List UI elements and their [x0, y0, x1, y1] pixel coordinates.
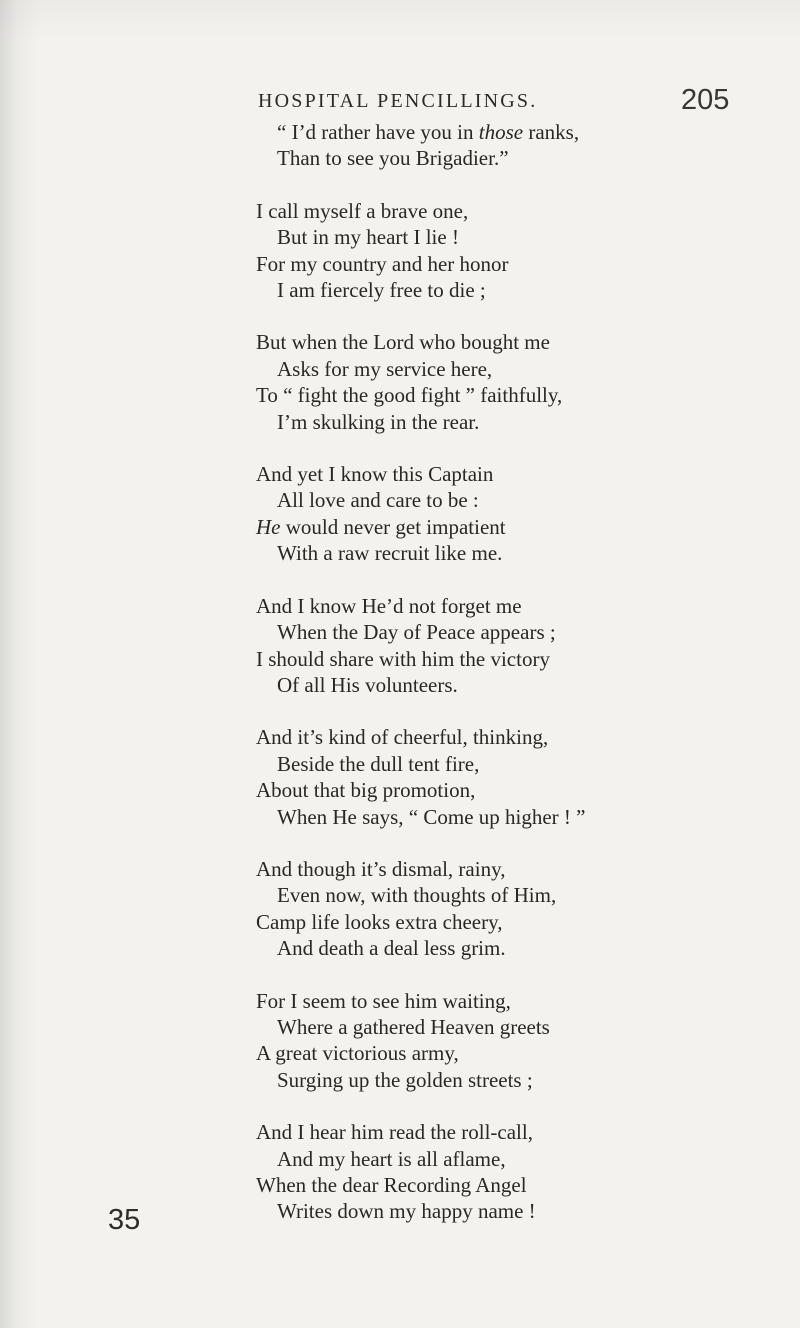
stanza	[256, 593, 776, 699]
poem-line: Beside the dull tent fire,	[277, 751, 480, 776]
poem-line: And I hear him read the roll-call,	[256, 1120, 533, 1145]
poem-line: About that big promotion,	[256, 778, 476, 803]
poem-line: Camp life looks extra cheery,	[256, 909, 503, 934]
poem-line: Of all His volunteers.	[277, 672, 458, 697]
poem-line: When the dear Recording Angel	[256, 1173, 527, 1197]
poem-line: I call myself a brave one,	[256, 198, 469, 223]
poem-line: When He says, “ Come up higher ! ”	[277, 804, 586, 829]
poem-line: Surging up the golden streets ;	[277, 1067, 533, 1092]
poem-line: For I seem to see him waiting,	[256, 988, 511, 1013]
line-text: would never get impatient	[280, 514, 506, 539]
stanza-break	[256, 567, 776, 593]
poem-line: And my heart is all aflame,	[277, 1146, 506, 1171]
poem-line: Than to see you Brigadier.”	[277, 146, 509, 171]
poem-line: I should share with him the victory	[256, 646, 550, 671]
poem-line: Where a gathered Heaven greets	[277, 1014, 550, 1039]
poem-line	[256, 119, 776, 145]
stanza	[256, 461, 776, 567]
stanza-break	[256, 698, 776, 724]
line-emphasis: those	[478, 120, 524, 144]
poem-line: A great victorious army,	[256, 1041, 459, 1066]
running-title: HOSPITAL PENCILLINGS.	[258, 90, 538, 112]
poem-line: But when the Lord who bought me	[256, 330, 550, 355]
poem-line: To “ fight the good fight ” faithfully,	[256, 383, 563, 408]
stanza-break	[256, 1093, 776, 1119]
line-emphasis: He	[256, 514, 281, 539]
stanza-break	[256, 303, 776, 329]
poem-line: But in my heart I lie !	[277, 225, 459, 250]
stanza	[256, 988, 776, 1094]
stanza-break	[256, 830, 776, 856]
poem-line: And death a deal less grim.	[277, 936, 506, 961]
stanza	[256, 198, 776, 304]
poem-line: I’m skulking in the rear.	[277, 409, 480, 434]
stanza	[256, 724, 776, 830]
poem-line: When the Day of Peace appears ;	[277, 620, 556, 645]
signature-mark: 35	[108, 1204, 141, 1236]
poem-line: And I know He’d not forget me	[256, 593, 522, 618]
stanza-break	[256, 435, 776, 461]
stanza-break	[256, 172, 776, 198]
poem-line: With a raw recruit like me.	[277, 541, 503, 566]
line-text: ranks,	[523, 120, 580, 144]
poem-line: And though it’s dismal, rainy,	[256, 856, 506, 881]
page-number: 205	[681, 84, 730, 116]
poem-line: And yet I know this Captain	[256, 462, 494, 487]
stanza	[256, 119, 776, 172]
stanza	[256, 1119, 776, 1225]
poem-line: Writes down my happy name !	[277, 1199, 536, 1224]
poem-line: All love and care to be :	[277, 488, 479, 513]
poem-line: And it’s kind of cheerful, thinking,	[256, 725, 549, 750]
line-text: “ I’d rather have you in	[277, 120, 479, 144]
poem-line	[256, 514, 776, 540]
poem-line: For my country and her honor	[256, 251, 509, 276]
poem-line: Asks for my service here,	[277, 356, 493, 381]
stanza	[256, 856, 776, 962]
poem-body	[256, 119, 776, 1225]
stanza	[256, 329, 776, 435]
poem-line: I am fiercely free to die ;	[277, 278, 486, 303]
poem-line: Even now, with thoughts of Him,	[277, 883, 557, 908]
stanza-break	[256, 962, 776, 988]
